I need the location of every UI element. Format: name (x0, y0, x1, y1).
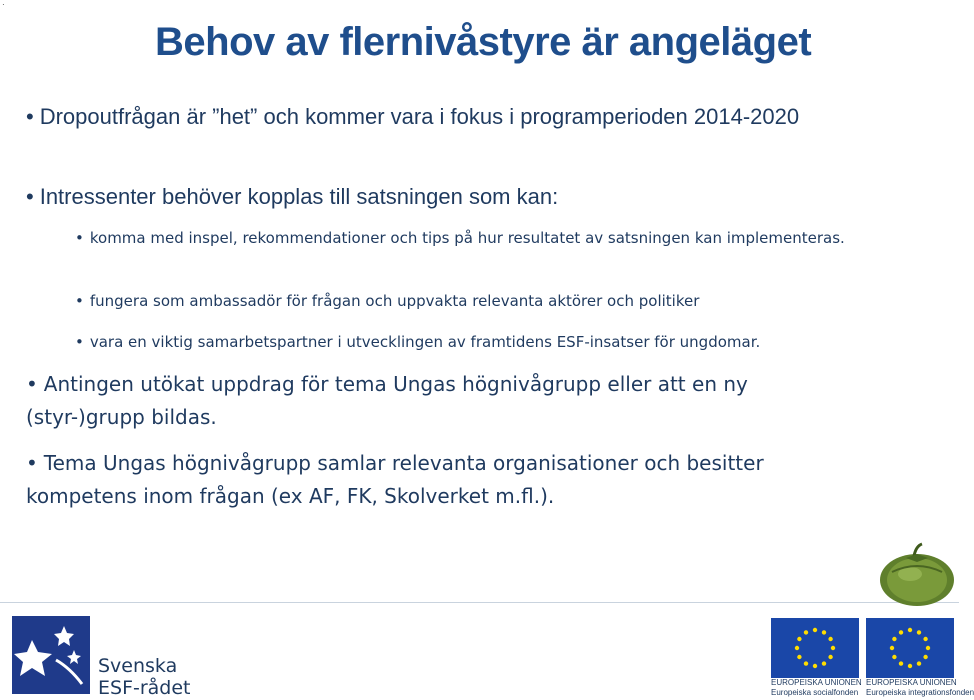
bullet-dot: • (26, 104, 34, 129)
org-name-line2: ESF-rådet (98, 677, 191, 699)
bullet-highlevel-text: Tema Ungas högnivågrupp samlar relevanta organisationer och besitter kompetens inom frågan (ex AF, FK, Skolverket m.fl.). (26, 451, 764, 508)
slide-title: Behov av flernivåstyre är angeläget (155, 20, 812, 64)
bullet-dropout-text: Dropoutfrågan är ”het” och kommer vara i fokus i programperioden 2014-2020 (39, 104, 800, 129)
bullet-stakeholders-text: Intressenter behöver kopplas till satsningen som kan: (39, 184, 559, 209)
eu-caption-line1: EUROPEISKA UNIONEN (771, 678, 862, 687)
bullet-dot: • (75, 229, 84, 247)
bullet-dot: • (26, 372, 38, 396)
esf-star-logo-icon (12, 616, 90, 694)
org-name (98, 655, 191, 699)
eu-caption-social-fund (771, 678, 862, 698)
green-tomato-icon (878, 542, 956, 608)
bullet-highlevel (26, 447, 846, 513)
eu-caption-line1: EUROPEISKA UNIONEN (866, 678, 957, 687)
sub-bullet-input-text: komma med inspel, rekommendationer och tips på hur resultatet av satsningen kan implementeras. (89, 229, 845, 247)
bullet-dot: • (26, 184, 34, 209)
sub-bullet-ambassador (75, 288, 915, 314)
bullet-dot: • (75, 333, 84, 351)
bullet-dot: • (26, 451, 38, 475)
sub-bullet-ambassador-text: fungera som ambassadör för frågan och uppvakta relevanta aktörer och politiker (89, 292, 700, 310)
eu-caption-line2: Europeiska socialfonden (771, 688, 859, 697)
bullet-mandate (26, 368, 826, 434)
eu-flag-icon (866, 618, 954, 678)
bullet-dot: • (75, 292, 84, 310)
footer-divider (0, 602, 959, 603)
bullet-mandate-text: Antingen utökat uppdrag för tema Ungas högnivågrupp eller att en ny (styr-)grupp bildas. (26, 372, 748, 429)
sub-bullet-input (75, 225, 855, 251)
sub-bullet-partner-text: vara en viktig samarbetspartner i utvecklingen av framtidens ESF-insatser för ungdomar. (89, 333, 761, 351)
eu-caption-line2: Europeiska integrationsfonden (866, 688, 974, 697)
org-name-line1: Svenska (98, 655, 178, 677)
eu-caption-integration-fund (866, 678, 974, 698)
corner-mark: · (2, 0, 5, 9)
bullet-dropout (26, 100, 926, 133)
bullet-stakeholders (26, 180, 926, 213)
eu-flag-icon (771, 618, 859, 678)
sub-bullet-partner (75, 329, 915, 355)
